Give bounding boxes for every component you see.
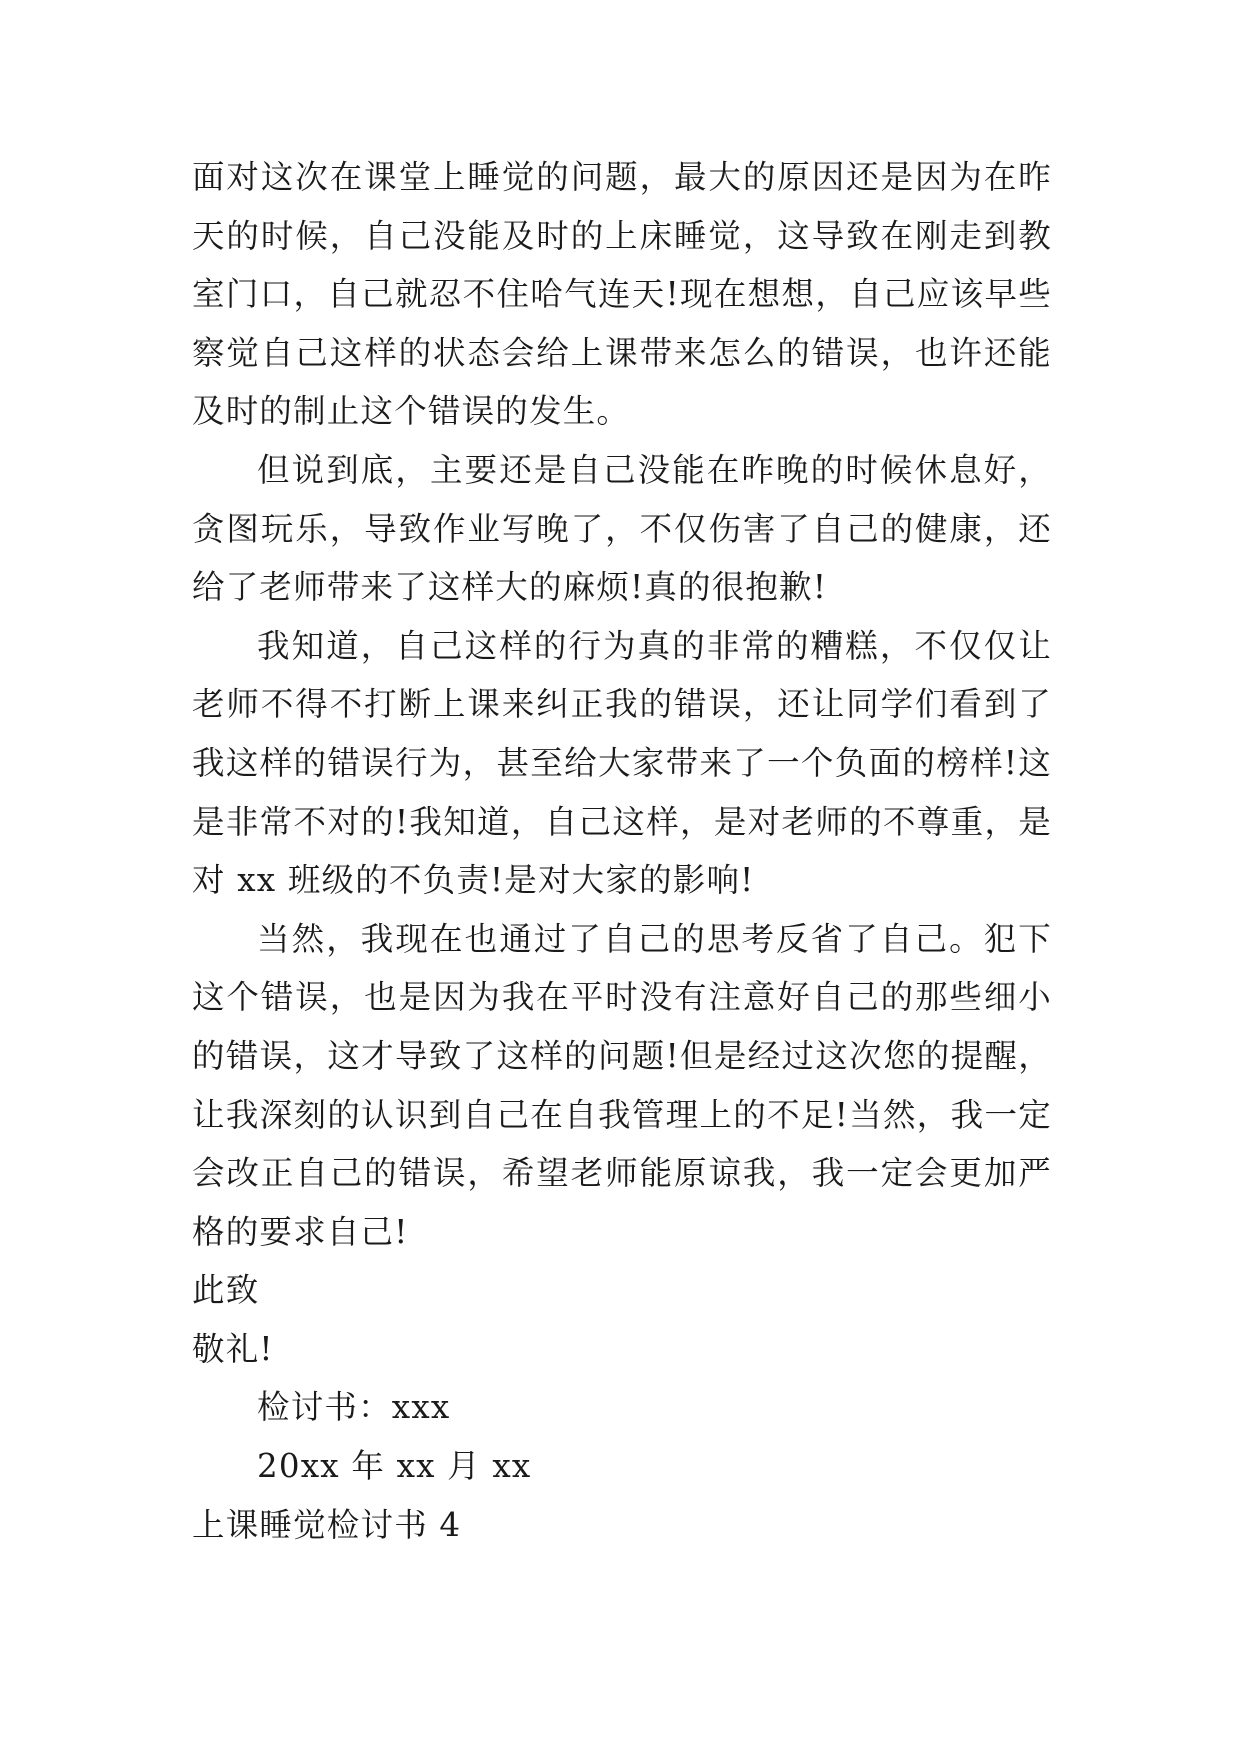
next-section-title: 上课睡觉检讨书 4 [192, 1505, 462, 1544]
paragraph-1: 面对这次在课堂上睡觉的问题，最大的原因还是因为在昨天的时候，自己没能及时的上床睡觉，这导致在刚走到教室门口，自己就忍不住哈气连天!现在想想，自己应该早些察觉自己这样的状态会给上课带来怎么的错误，也许还能及时的制止这个错误的发生。 [192, 158, 1052, 431]
paragraph-2: 但说到底，主要还是自己没能在昨晚的时候休息好，贪图玩乐，导致作业写晚了，不仅伤害了自己的健康，还给了老师带来了这样大的麻烦!真的很抱歉! [192, 450, 1052, 607]
closing-line-2: 敬礼! [192, 1329, 274, 1368]
date-line: 20xx 年 xx 月 xx [257, 1447, 532, 1486]
signature-line: 检讨书：xxx [257, 1388, 451, 1427]
closing-line-1: 此致 [192, 1271, 260, 1310]
paragraph-4: 当然，我现在也通过了自己的思考反省了自己。犯下这个错误，也是因为我在平时没有注意好自己的那些细小的错误，这才导致了这样的问题!但是经过这次您的提醒，让我深刻的认识到自己在自我管理上的不足!当然，我一定会改正自己的错误，希望老师能原谅我，我一定会更加严格的要求自己! [192, 919, 1052, 1251]
paragraph-3: 我知道，自己这样的行为真的非常的糟糕，不仅仅让老师不得不打断上课来纠正我的错误，还让同学们看到了我这样的错误行为，甚至给大家带来了一个负面的榜样!这是非常不对的!我知道，自己这样，是对老师的不尊重，是对 xx 班级的不负责!是对大家的影响! [192, 626, 1052, 900]
document-body [192, 148, 1052, 1554]
